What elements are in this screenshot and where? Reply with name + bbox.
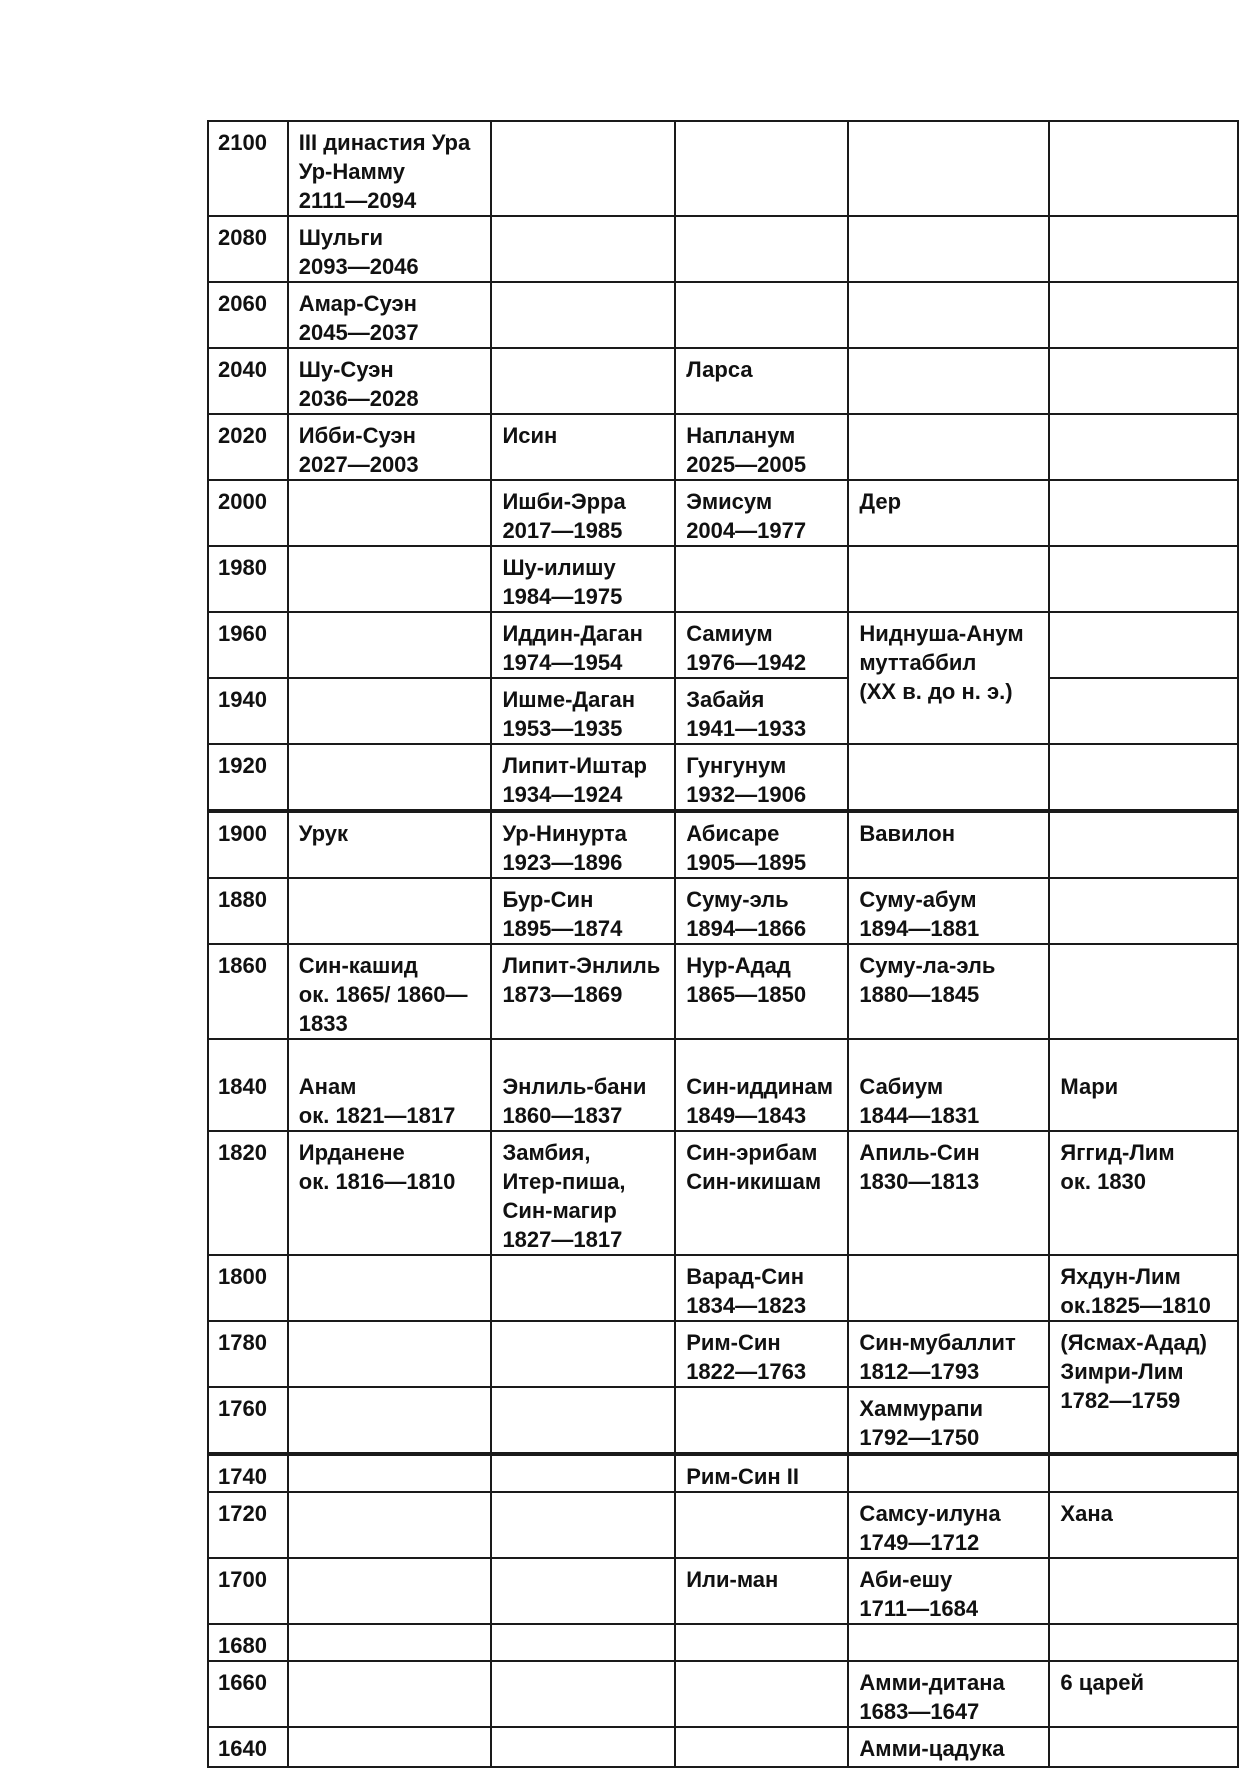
year-cell: 1920: [208, 744, 288, 811]
dynasty-cell: Син-кашид ок. 1865/ 1860— 1833: [288, 944, 492, 1039]
table-row: [208, 744, 1238, 811]
year-cell: 1880: [208, 878, 288, 944]
dynasty-cell: [288, 1321, 492, 1387]
dynasty-cell: Яггид-Лим ок. 1830: [1049, 1131, 1238, 1255]
dynasty-cell: [288, 744, 492, 811]
dynasty-cell: [288, 480, 492, 546]
dynasty-cell: Напланум 2025—2005: [675, 414, 848, 480]
dynasty-cell: [848, 216, 1049, 282]
dynasty-cell: [1049, 1624, 1238, 1661]
dynasty-cell: (Ясмах-Адад) Зимри-Лим 1782—1759: [1049, 1321, 1238, 1454]
dynasty-cell: Самсу-илуна 1749—1712: [848, 1492, 1049, 1558]
dynasty-cell: [491, 1624, 675, 1661]
dynasty-cell: Шу-илишу 1984—1975: [491, 546, 675, 612]
dynasty-cell: [288, 1624, 492, 1661]
year-cell: 1780: [208, 1321, 288, 1387]
dynasty-cell: [288, 546, 492, 612]
dynasty-cell: [288, 678, 492, 744]
dynasty-cell: [1049, 944, 1238, 1039]
dynasty-cell: Замбия, Итер-пиша, Син-магир 1827—1817: [491, 1131, 675, 1255]
table-row: [208, 1558, 1238, 1624]
dynasty-cell: [288, 612, 492, 678]
dynasty-cell: 6 царей: [1049, 1661, 1238, 1727]
dynasty-cell: [491, 1661, 675, 1727]
dynasty-cell: [675, 1387, 848, 1454]
dynasty-cell: [1049, 612, 1238, 678]
dynasty-cell: [848, 744, 1049, 811]
dynasty-cell: Мари: [1049, 1039, 1238, 1131]
dynasty-cell: [1049, 546, 1238, 612]
year-cell: 1700: [208, 1558, 288, 1624]
table-row: [208, 878, 1238, 944]
dynasty-cell: [288, 1387, 492, 1454]
dynasty-cell: [675, 216, 848, 282]
year-cell: 1740: [208, 1454, 288, 1492]
dynasty-cell: [675, 1624, 848, 1661]
dynasty-cell: [848, 121, 1049, 216]
dynasty-cell: Ларса: [675, 348, 848, 414]
dynasty-cell: Яхдун-Лим ок.1825—1810: [1049, 1255, 1238, 1321]
table-row: [208, 612, 1238, 678]
year-cell: 2040: [208, 348, 288, 414]
dynasty-cell: Эмисум 2004—1977: [675, 480, 848, 546]
dynasty-cell: [848, 348, 1049, 414]
year-cell: 1980: [208, 546, 288, 612]
dynasty-cell: [1049, 1558, 1238, 1624]
dynasty-cell: Хаммурапи 1792—1750: [848, 1387, 1049, 1454]
dynasty-cell: Нур-Адад 1865—1850: [675, 944, 848, 1039]
dynasty-cell: Ишби-Эрра 2017—1985: [491, 480, 675, 546]
table-row: [208, 414, 1238, 480]
dynasty-cell: Исин: [491, 414, 675, 480]
dynasty-cell: Или-ман: [675, 1558, 848, 1624]
dynasty-cell: [1049, 348, 1238, 414]
dynasty-cell: Амар-Суэн 2045—2037: [288, 282, 492, 348]
dynasty-cell: [675, 546, 848, 612]
dynasty-cell: [675, 1727, 848, 1767]
dynasty-cell: [675, 282, 848, 348]
year-cell: 1840: [208, 1039, 288, 1131]
year-cell: 2060: [208, 282, 288, 348]
dynasty-cell: Дер: [848, 480, 1049, 546]
table-row: [208, 811, 1238, 878]
dynasty-cell: Энлиль-бани 1860—1837: [491, 1039, 675, 1131]
year-cell: 2080: [208, 216, 288, 282]
dynasty-cell: Самиум 1976—1942: [675, 612, 848, 678]
table-row: [208, 348, 1238, 414]
dynasty-cell: [675, 121, 848, 216]
dynasty-cell: Ирданене ок. 1816—1810: [288, 1131, 492, 1255]
year-cell: 1940: [208, 678, 288, 744]
dynasty-cell: Урук: [288, 811, 492, 878]
chronology-table-body: [208, 121, 1238, 1767]
year-cell: 1760: [208, 1387, 288, 1454]
table-row: [208, 1454, 1238, 1492]
dynasty-cell: [491, 1387, 675, 1454]
dynasty-cell: [288, 1255, 492, 1321]
dynasty-cell: Анам ок. 1821—1817: [288, 1039, 492, 1131]
table-row: [208, 1255, 1238, 1321]
year-cell: 1680: [208, 1624, 288, 1661]
dynasty-cell: Ишме-Даган 1953—1935: [491, 678, 675, 744]
year-cell: 1720: [208, 1492, 288, 1558]
dynasty-cell: [1049, 744, 1238, 811]
table-row: [208, 1492, 1238, 1558]
dynasty-cell: [491, 1492, 675, 1558]
year-cell: 1820: [208, 1131, 288, 1255]
dynasty-cell: Липит-Энлиль 1873—1869: [491, 944, 675, 1039]
dynasty-cell: [288, 1727, 492, 1767]
dynasty-cell: [848, 1255, 1049, 1321]
table-row: [208, 1661, 1238, 1727]
dynasty-cell: Гунгунум 1932—1906: [675, 744, 848, 811]
dynasty-cell: Рим-Син 1822—1763: [675, 1321, 848, 1387]
dynasty-cell: Варад-Син 1834—1823: [675, 1255, 848, 1321]
dynasty-cell: [1049, 1454, 1238, 1492]
table-row: [208, 546, 1238, 612]
year-cell: 1800: [208, 1255, 288, 1321]
dynasty-cell: Сабиум 1844—1831: [848, 1039, 1049, 1131]
table-row: [208, 216, 1238, 282]
dynasty-cell: [491, 1727, 675, 1767]
dynasty-cell: Амми-цадука: [848, 1727, 1049, 1767]
dynasty-cell: Син-мубаллит 1812—1793: [848, 1321, 1049, 1387]
dynasty-cell: [491, 1558, 675, 1624]
dynasty-cell: Рим-Син II: [675, 1454, 848, 1492]
dynasty-cell: [848, 282, 1049, 348]
dynasty-cell: [1049, 878, 1238, 944]
dynasty-cell: [1049, 811, 1238, 878]
dynasty-cell: [1049, 216, 1238, 282]
dynasty-cell: Шу-Суэн 2036—2028: [288, 348, 492, 414]
year-cell: 1860: [208, 944, 288, 1039]
table-row: [208, 282, 1238, 348]
dynasty-cell: Ур-Нинурта 1923—1896: [491, 811, 675, 878]
dynasty-cell: [675, 1492, 848, 1558]
table-row: [208, 480, 1238, 546]
dynasty-cell: [288, 1492, 492, 1558]
dynasty-cell: Аби-ешу 1711—1684: [848, 1558, 1049, 1624]
dynasty-cell: [491, 121, 675, 216]
dynasty-cell: Вавилон: [848, 811, 1049, 878]
chronology-table: [207, 120, 1239, 1768]
dynasty-cell: [1049, 121, 1238, 216]
dynasty-cell: Иддин-Даган 1974—1954: [491, 612, 675, 678]
dynasty-cell: Син-эрибам Син-икишам: [675, 1131, 848, 1255]
dynasty-cell: Суму-эль 1894—1866: [675, 878, 848, 944]
dynasty-cell: Син-иддинам 1849—1843: [675, 1039, 848, 1131]
year-cell: 1960: [208, 612, 288, 678]
dynasty-cell: Шульги 2093—2046: [288, 216, 492, 282]
table-row: [208, 944, 1238, 1039]
table-row: [208, 1321, 1238, 1387]
dynasty-cell: Хана: [1049, 1492, 1238, 1558]
dynasty-cell: [848, 546, 1049, 612]
year-cell: 1640: [208, 1727, 288, 1767]
dynasty-cell: Суму-абум 1894—1881: [848, 878, 1049, 944]
dynasty-cell: [848, 1454, 1049, 1492]
dynasty-cell: [1049, 414, 1238, 480]
dynasty-cell: Амми-дитана 1683—1647: [848, 1661, 1049, 1727]
dynasty-cell: Ниднуша-Анум муттаббил (XX в. до н. э.): [848, 612, 1049, 744]
table-row: [208, 1131, 1238, 1255]
dynasty-cell: [288, 1454, 492, 1492]
dynasty-cell: [288, 878, 492, 944]
dynasty-cell: [848, 1624, 1049, 1661]
dynasty-cell: [848, 414, 1049, 480]
dynasty-cell: Ибби-Суэн 2027—2003: [288, 414, 492, 480]
dynasty-cell: III династия Ура Ур-Намму 2111—2094: [288, 121, 492, 216]
year-cell: 2100: [208, 121, 288, 216]
table-row: [208, 121, 1238, 216]
dynasty-cell: [491, 216, 675, 282]
dynasty-cell: Бур-Син 1895—1874: [491, 878, 675, 944]
table-row: [208, 1039, 1238, 1131]
dynasty-cell: Апиль-Син 1830—1813: [848, 1131, 1049, 1255]
dynasty-cell: [288, 1661, 492, 1727]
dynasty-cell: [1049, 480, 1238, 546]
dynasty-cell: [491, 282, 675, 348]
year-cell: 2020: [208, 414, 288, 480]
table-row: [208, 678, 1238, 744]
year-cell: 1660: [208, 1661, 288, 1727]
year-cell: 2000: [208, 480, 288, 546]
year-cell: 1900: [208, 811, 288, 878]
dynasty-cell: [491, 348, 675, 414]
table-row: [208, 1624, 1238, 1661]
dynasty-cell: [1049, 282, 1238, 348]
dynasty-cell: [288, 1558, 492, 1624]
dynasty-cell: [1049, 1727, 1238, 1767]
dynasty-cell: Липит-Иштар 1934—1924: [491, 744, 675, 811]
dynasty-cell: [491, 1454, 675, 1492]
dynasty-cell: Суму-ла-эль 1880—1845: [848, 944, 1049, 1039]
table-row: [208, 1727, 1238, 1767]
dynasty-cell: Абисаре 1905—1895: [675, 811, 848, 878]
dynasty-cell: [675, 1661, 848, 1727]
dynasty-cell: [1049, 678, 1238, 744]
dynasty-cell: [491, 1321, 675, 1387]
dynasty-cell: [491, 1255, 675, 1321]
dynasty-cell: Забайя 1941—1933: [675, 678, 848, 744]
